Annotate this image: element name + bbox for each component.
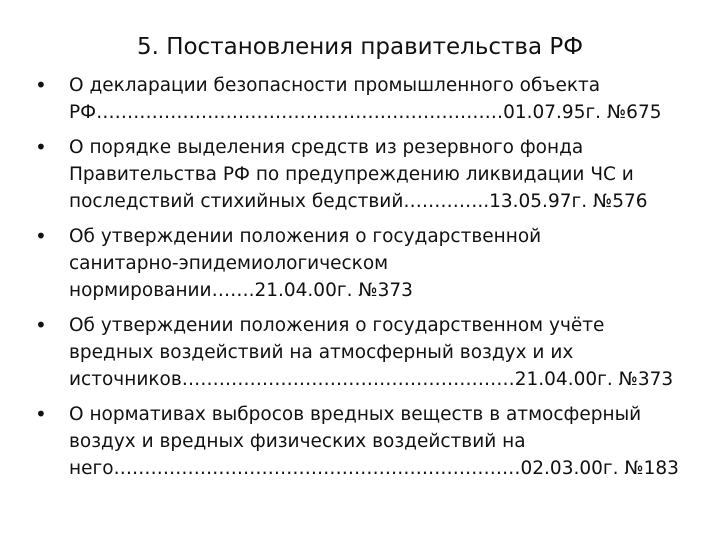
bullet-text-line: О декларации безопасности промышленного объекта — [69, 75, 601, 96]
bullet-text-line: О порядке выделения средств из резервного фонда — [69, 137, 584, 158]
slide-title: 5. Постановления правительства РФ — [136, 34, 584, 60]
bullet-text-line: вредных воздействий на атмосферный воздух и их — [69, 342, 574, 363]
bullet-item-5 — [35, 401, 695, 482]
bullet-text-line: источников………………………………………………21.04.00г. №373 — [69, 369, 674, 390]
bullet-item-3 — [35, 223, 695, 304]
bullet-item-1 — [35, 72, 695, 126]
bullet-text-line: него…………………………………………………………02.03.00г. №183 — [69, 458, 679, 479]
bullet-text-line: санитарно-эпидемиологическом — [69, 253, 389, 274]
bullet-marker: • — [35, 402, 47, 426]
bullet-text-line: Об утверждении положения о государственном учёте — [69, 315, 605, 336]
bullet-marker: • — [35, 135, 47, 159]
bullet-text-line: О нормативах выбросов вредных веществ в атмосферный — [69, 404, 642, 425]
bullet-text-line: Правительства РФ по предупреждению ликвидации ЧС и — [69, 164, 634, 185]
bullet-list — [35, 72, 695, 490]
bullet-text-line: нормировании…….21.04.00г. №373 — [69, 280, 413, 301]
bullet-text-line: РФ…………………………………………………………01.07.95г. №675 — [69, 102, 662, 123]
bullet-marker: • — [35, 73, 47, 97]
bullet-item-4 — [35, 312, 695, 393]
bullet-marker: • — [35, 224, 47, 248]
bullet-marker: • — [35, 313, 47, 337]
bullet-text-line: Об утверждении положения о государственной — [69, 226, 542, 247]
bullet-text-line: последствий стихийных бедствий…………..13.05.97г. №576 — [69, 191, 648, 212]
bullet-text-line: воздух и вредных физических воздействий на — [69, 431, 526, 452]
bullet-item-2 — [35, 134, 695, 215]
